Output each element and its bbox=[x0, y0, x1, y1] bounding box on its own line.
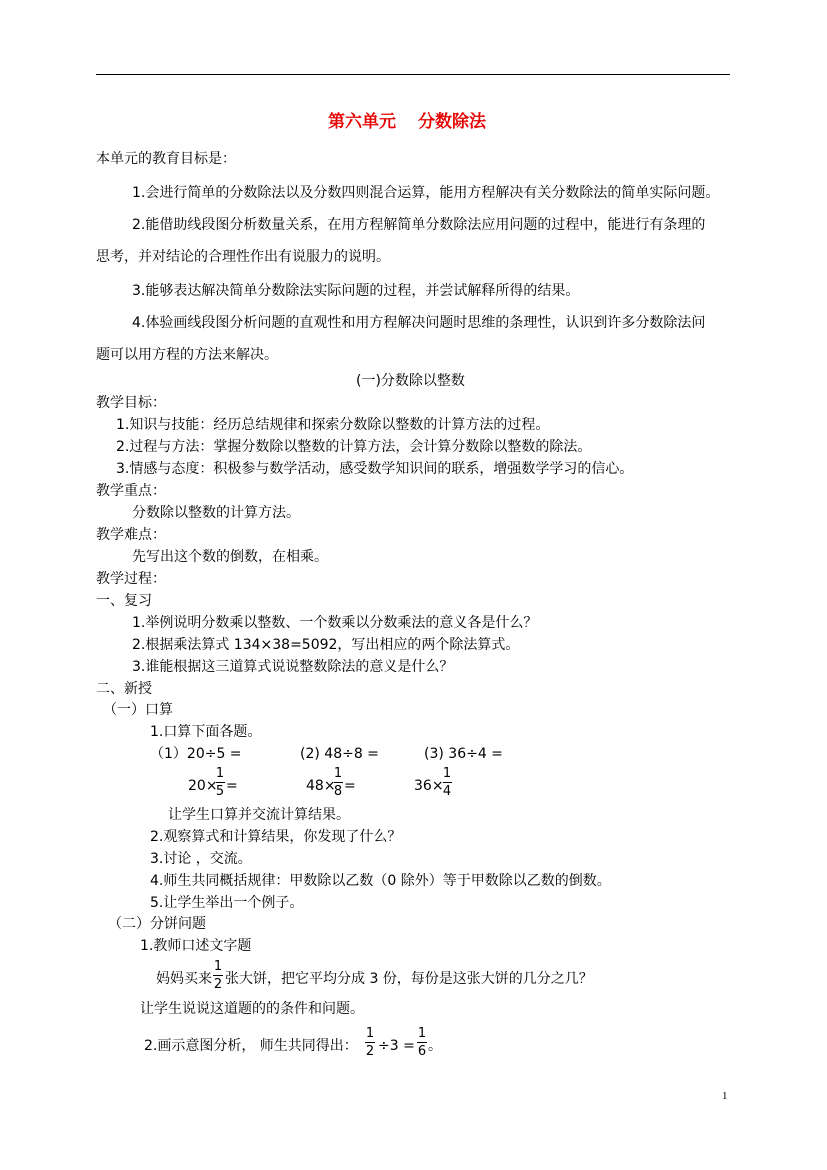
review-question-2: 2.根据乘法算式 134×38=5092，写出相应的两个除法算式。 bbox=[132, 637, 520, 653]
fraction-numerator: 1 bbox=[365, 1026, 375, 1041]
calc-1: （1）20÷5 = bbox=[150, 746, 242, 762]
fraction-bar bbox=[216, 782, 225, 783]
document-page: 第六单元 分数除法 本单元的教育目标是： 1.会进行简单的分数除法以及分数四则混合运算，能用方程解决有关分数除法的简单实际问题。 2.能借助线段图分析数量关系，在用方程解简单分数除法应用问题的过程中，能进行有条理的 思考，并对结论的合理性作出有说服力的说明。 3.能够表达解决简单分数除法实际问题的过程，并尝试解释所得的结果。 4.体验画线段图分析问题的直观性和用方程解决问题时思维的条理性，认识到许多分数除法问 题可以用方程的方法来解决。 (一)分数除以整数 教学目标： 1.知识与技能：经历总结规律和探索分数除以整数的计算方法的过程。 2.过程与方法：掌握分数除以整数的计算方法，会计算分数除以整数的除法。 3.情感与态度：积极参与数学活动，感受数学知识间的联系，增强数学学习的信心。 教学重点： 分数除以整数的计算方法。 教学难点： 先写出这个数的倒数，在相乘。 教学过程： 一、复习 1.举例说明分数乘以整数、一个数乘以分数乘法的意义各是什么？ 2.根据乘法算式 134×38=5092，写出相应的两个除法算式。 3.谁能根据这三道算式说说整数除法的意义是什么？ 二、新授 （一）口算 1.口算下面各题。 （1）20÷5 = (2) 48÷8 = (3) 36÷4 = 20× 1 5 = 48× 1 8 = 36× 1 4 让学生口算并交流计算结果。 2.观察算式和计算结果，你发现了什么？ 3.讨论 ，交流。 4.师生共同概括规律：甲数除以乙数（0 除外）等于甲数除以乙数的倒数。 5.让学生举出一个例子。 （二）分饼问题 1.教师口述文字题 妈妈买来 1 2 张大饼，把它平均分成 3 份，每份是这张大饼的几分之几？ 让学生说说这道题的的条件和问题。 2.画示意图分析， 师生共同得出： 1 2 ÷3 = 1 6 。 1 bbox=[0, 0, 827, 1170]
unit-title-name: 分数除法 bbox=[418, 112, 486, 132]
objectives-heading: 教学目标： bbox=[96, 395, 166, 411]
key-point-heading: 教学重点： bbox=[96, 483, 166, 499]
difficulty-text: 先写出这个数的倒数，在相乘。 bbox=[132, 549, 328, 565]
oral-calc-heading: （一）口算 bbox=[103, 702, 173, 718]
goal-3: 3.能够表达解决简单分数除法实际问题的过程，并尝试解释所得的结果。 bbox=[132, 283, 580, 299]
lesson-title: (一)分数除以整数 bbox=[356, 373, 465, 389]
unit-title bbox=[328, 113, 486, 131]
goal-4-line-1: 4.体验画线段图分析问题的直观性和用方程解决问题时思维的条理性，认识到许多分数除法问 bbox=[132, 315, 706, 331]
header-rule bbox=[96, 74, 730, 75]
objective-3: 3.情感与态度：积极参与数学活动，感受数学知识间的联系，增强数学学习的信心。 bbox=[116, 461, 634, 477]
fraction-bar bbox=[334, 782, 343, 783]
objective-2: 2.过程与方法：掌握分数除以整数的计算方法，会计算分数除以整数的除法。 bbox=[116, 439, 592, 455]
fraction-numerator: 1 bbox=[417, 1026, 427, 1041]
pancake-problem-heading: （二）分饼问题 bbox=[108, 916, 206, 932]
new-lesson-heading: 二、新授 bbox=[96, 681, 152, 697]
review-question-3: 3.谁能根据这三道算式说说整数除法的意义是什么？ bbox=[132, 659, 454, 675]
fraction-denominator: 4 bbox=[442, 784, 452, 799]
objective-1: 1.知识与技能：经历总结规律和探索分数除以整数的计算方法的过程。 bbox=[116, 417, 550, 433]
fraction-numerator: 1 bbox=[213, 959, 223, 974]
fraction-bar bbox=[443, 782, 452, 783]
calc-2: (2) 48÷8 = bbox=[300, 746, 379, 762]
calc-3: (3) 36÷4 = bbox=[424, 746, 503, 762]
oral-calc-item-2: 2.观察算式和计算结果，你发现了什么？ bbox=[150, 829, 402, 845]
fraction-denominator: 6 bbox=[417, 1044, 427, 1059]
fraction-denominator: 2 bbox=[213, 977, 223, 992]
goal-1: 1.会进行简单的分数除法以及分数四则混合运算，能用方程解决有关分数除法的简单实际问题。 bbox=[132, 185, 720, 201]
goal-2-line-1: 2.能借助线段图分析数量关系，在用方程解简单分数除法应用问题的过程中，能进行有条理的 bbox=[132, 217, 706, 233]
review-heading: 一、复习 bbox=[96, 593, 152, 609]
review-question-1: 1.举例说明分数乘以整数、一个数乘以分数乘法的意义各是什么？ bbox=[132, 615, 538, 631]
page-number: 1 bbox=[722, 1090, 728, 1102]
fraction-denominator: 2 bbox=[365, 1044, 375, 1059]
intro-heading: 本单元的教育目标是： bbox=[96, 151, 236, 167]
oral-calc-item-3: 3.讨论 ，交流。 bbox=[150, 851, 252, 867]
unit-title-number: 第六单元 bbox=[328, 112, 396, 132]
fraction-denominator: 8 bbox=[333, 784, 343, 799]
pancake-note: 让学生说说这道题的的条件和问题。 bbox=[140, 1001, 364, 1017]
fraction-numerator: 1 bbox=[215, 766, 225, 781]
fraction-bar bbox=[365, 1042, 375, 1043]
oral-calc-item-1: 1.口算下面各题。 bbox=[150, 724, 262, 740]
oral-calc-item-4: 4.师生共同概括规律：甲数除以乙数（0 除外）等于甲数除以乙数的倒数。 bbox=[150, 873, 611, 889]
goal-2-line-2: 思考，并对结论的合理性作出有说服力的说明。 bbox=[96, 249, 390, 265]
process-heading: 教学过程： bbox=[96, 571, 166, 587]
fraction-numerator: 1 bbox=[333, 766, 343, 781]
oral-calc-item-5: 5.让学生举出一个例子。 bbox=[150, 895, 304, 911]
goal-4-line-2: 题可以用方程的方法来解决。 bbox=[96, 347, 278, 363]
pancake-item-1: 1.教师口述文字题 bbox=[140, 938, 252, 954]
fraction-numerator: 1 bbox=[442, 766, 452, 781]
difficulty-heading: 教学难点： bbox=[96, 527, 166, 543]
oral-calc-note: 让学生口算并交流计算结果。 bbox=[168, 807, 350, 823]
key-point-text: 分数除以整数的计算方法。 bbox=[132, 505, 300, 521]
fraction-bar bbox=[213, 975, 223, 976]
fraction-bar bbox=[417, 1042, 427, 1043]
fraction-denominator: 5 bbox=[215, 784, 225, 799]
